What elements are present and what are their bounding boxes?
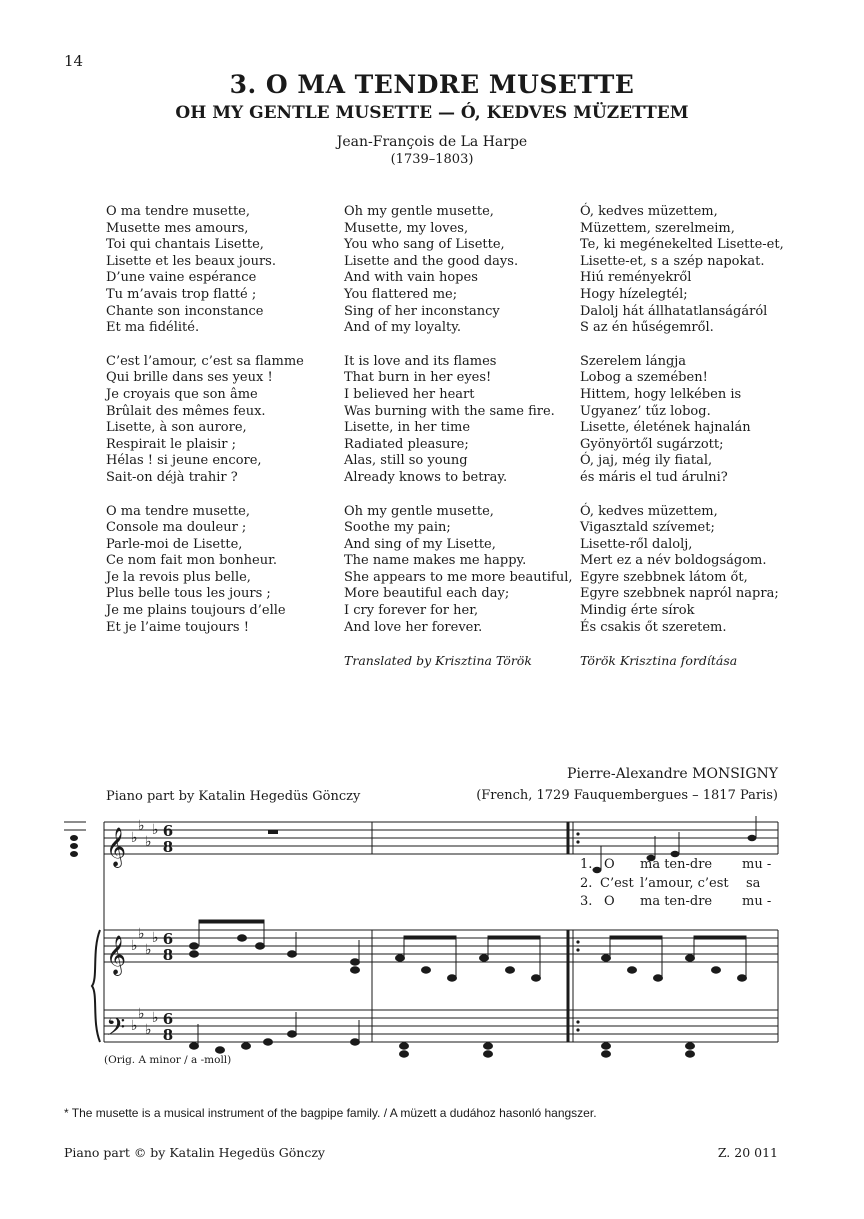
svg-text:8: 8 bbox=[162, 946, 174, 964]
lyricist-name: Jean-François de La Harpe bbox=[336, 134, 528, 150]
lyric-line: And of my loyalty. bbox=[344, 320, 461, 336]
piano-treble-staff bbox=[104, 930, 778, 962]
lyric-line: Ó, jaj, még ily fiatal, bbox=[580, 453, 713, 469]
svg-text:6: 6 bbox=[162, 930, 174, 948]
voice-staff bbox=[104, 822, 778, 854]
lyric-line: O ma tendre musette, bbox=[106, 204, 250, 219]
song-title: 3. O MA TENDRE MUSETTE bbox=[229, 70, 635, 99]
copyright-footer: Piano part © by Katalin Hegedüs Gönczy bbox=[64, 1145, 325, 1160]
lyric-line: Et je l’aime toujours ! bbox=[106, 619, 249, 635]
footnote: * The musette is a musical instrument of the bagpipe family. / A müzett a dudához hasonló hangszer. bbox=[64, 1106, 597, 1120]
lyric-line: Lisette, à son aurore, bbox=[106, 420, 247, 436]
lyric-line: Parle-moi de Lisette, bbox=[106, 536, 243, 552]
key-signature bbox=[131, 818, 159, 1038]
svg-text:♭: ♭ bbox=[145, 834, 152, 850]
lyric-line: Lisette, életének hajnalán bbox=[580, 420, 751, 436]
lyric-line: Soothe my pain; bbox=[344, 520, 451, 536]
lyric-line: Alas, still so young bbox=[344, 453, 468, 469]
lyric-line: Lobog a szemében! bbox=[580, 370, 708, 386]
svg-text:♭: ♭ bbox=[138, 818, 145, 834]
lyric-line: Mert ez a név boldogságom. bbox=[580, 553, 767, 569]
lyric-line: And with vain hopes bbox=[344, 270, 478, 286]
lyric-line: I believed her heart bbox=[344, 386, 475, 402]
whole-rest bbox=[268, 830, 278, 834]
lyric-line: és máris el tud árulni? bbox=[580, 469, 728, 485]
treble-clef-icon: 𝄞 bbox=[106, 935, 127, 975]
verse-3-number: 3. bbox=[580, 894, 593, 909]
lyric-line: Lisette, in her time bbox=[344, 420, 471, 436]
piano-bass-staff bbox=[104, 1010, 778, 1042]
svg-text:6: 6 bbox=[162, 1010, 174, 1028]
piano-bass-notes bbox=[190, 1012, 695, 1057]
lyric-line: Je croyais que son âme bbox=[106, 386, 258, 402]
lyric-line: And love her forever. bbox=[344, 619, 483, 635]
svg-text:6: 6 bbox=[162, 822, 174, 840]
piano-brace bbox=[92, 930, 100, 1042]
lyric-line: It is love and its flames bbox=[344, 353, 497, 369]
lyric-line: Radiated pleasure; bbox=[344, 436, 469, 452]
repeat-start-barline bbox=[568, 822, 573, 1042]
lyric-line: Lisette-et, s a szép napokat. bbox=[580, 253, 765, 269]
lyric-line: Egyre szebbnek napról napra; bbox=[580, 586, 779, 602]
lyric-line: Hélas ! si jeune encore, bbox=[106, 453, 262, 469]
svg-text:♭: ♭ bbox=[138, 926, 145, 942]
lyric-line: Qui brille dans ses yeux ! bbox=[106, 370, 273, 386]
lyric-line: Ugyanez’ tűz lobog. bbox=[580, 403, 711, 419]
lyric-line: Sait-on déjà trahir ? bbox=[106, 469, 238, 485]
hungarian-translator-credit: Török Krisztina fordítása bbox=[580, 653, 738, 668]
lyric-line: Gyönyörtől sugárzott; bbox=[580, 436, 724, 452]
lyric-line: You who sang of Lisette, bbox=[344, 237, 505, 253]
lyric-line: That burn in her eyes! bbox=[344, 370, 492, 386]
svg-text:♭: ♭ bbox=[131, 938, 138, 954]
verse-2-syllable: C’est bbox=[600, 876, 634, 891]
bass-clef-icon: 𝄢 bbox=[106, 1013, 126, 1048]
lyricist-dates: (1739–1803) bbox=[390, 152, 474, 167]
svg-text:8: 8 bbox=[162, 838, 174, 856]
svg-text:♭: ♭ bbox=[152, 930, 159, 946]
lyric-line: Müzettem, szerelmeim, bbox=[580, 220, 735, 236]
lyric-line: Te, ki megénekelted Lisette-et, bbox=[580, 237, 784, 253]
lyric-line: Sing of her inconstancy bbox=[344, 303, 500, 319]
svg-text:♭: ♭ bbox=[152, 822, 159, 838]
lyric-line: Oh my gentle musette, bbox=[344, 204, 494, 219]
original-key-note: (Orig. A minor / a -moll) bbox=[104, 1054, 232, 1066]
svg-text:♭: ♭ bbox=[131, 1018, 138, 1034]
lyric-line: Plus belle tous les jours ; bbox=[106, 586, 271, 602]
lyric-line: Respirait le plaisir ; bbox=[106, 436, 237, 452]
lyric-line: Hiú reményekről bbox=[580, 270, 692, 286]
verse-1-number: 1. bbox=[580, 857, 593, 872]
svg-text:8: 8 bbox=[162, 1026, 174, 1044]
lyric-line: She appears to me more beautiful, bbox=[344, 569, 573, 585]
lyric-line: Ce nom fait mon bonheur. bbox=[106, 553, 278, 569]
lyric-line: More beautiful each day; bbox=[344, 586, 510, 602]
lyric-line: Musette, my loves, bbox=[344, 220, 469, 236]
time-signature bbox=[163, 822, 173, 1044]
verse-1-syllable: ma ten-dre bbox=[640, 857, 713, 872]
lyric-line: Dalolj hát állhatatlanságáról bbox=[580, 303, 768, 319]
page-number: 14 bbox=[64, 52, 84, 70]
composer-origin: (French, 1729 Fauquembergues – 1817 Paris) bbox=[476, 788, 778, 803]
lyric-line: Musette mes amours, bbox=[106, 220, 249, 236]
lyric-line: Hogy hízelegtél; bbox=[580, 286, 688, 302]
lyric-line: Je me plains toujours d’elle bbox=[106, 603, 286, 619]
lyric-line: Hittem, hogy lelkében is bbox=[580, 386, 742, 402]
verse-2-syllable: sa bbox=[746, 876, 761, 891]
svg-text:♭: ♭ bbox=[131, 830, 138, 846]
svg-text:♭: ♭ bbox=[152, 1010, 159, 1026]
lyric-line: Ó, kedves müzettem, bbox=[580, 503, 718, 519]
lyric-line: You flattered me; bbox=[344, 286, 458, 302]
composer-name: Pierre-Alexandre MONSIGNY bbox=[567, 766, 778, 782]
verse-2-syllable: l’amour, c’est bbox=[640, 876, 729, 891]
lyric-line: The name makes me happy. bbox=[344, 553, 527, 569]
lyric-line: C’est l’amour, c’est sa flamme bbox=[106, 353, 304, 369]
verse-2-number: 2. bbox=[580, 876, 593, 891]
english-translator-credit: Translated by Krisztina Török bbox=[344, 653, 532, 668]
lyric-line: Was burning with the same fire. bbox=[344, 403, 555, 419]
lyric-line: Et ma fidélité. bbox=[106, 320, 200, 336]
lyric-line: Mindig érte sírok bbox=[580, 603, 695, 619]
lyric-line: Egyre szebbnek látom őt, bbox=[580, 569, 748, 585]
verse-3-syllable: mu - bbox=[742, 894, 772, 909]
svg-text:♭: ♭ bbox=[145, 1022, 152, 1038]
lyric-line: Szerelem lángja bbox=[580, 353, 687, 369]
lyric-line: És csakis őt szeretem. bbox=[580, 619, 727, 635]
lyric-line: Brûlait des mêmes feux. bbox=[106, 403, 266, 419]
lyric-line: And sing of my Lisette, bbox=[344, 536, 496, 552]
lyric-line: Ó, kedves müzettem, bbox=[580, 204, 718, 219]
lyric-line: Vigasztald szívemet; bbox=[580, 520, 715, 536]
lyric-line: O ma tendre musette, bbox=[106, 503, 250, 519]
lyric-line: Toi qui chantais Lisette, bbox=[106, 237, 264, 253]
lyric-line: S az én hűségemről. bbox=[580, 320, 714, 336]
lyric-line: Lisette-ről dalolj, bbox=[580, 536, 693, 552]
lyric-line: Lisette et les beaux jours. bbox=[106, 253, 276, 269]
lyric-line: Oh my gentle musette, bbox=[344, 503, 494, 519]
verse-3-syllable: ma ten-dre bbox=[640, 894, 713, 909]
lyric-line: Already knows to betray. bbox=[344, 469, 508, 485]
incipit-chord bbox=[64, 822, 86, 857]
lyric-line: Lisette and the good days. bbox=[344, 253, 519, 269]
lyric-line: Console ma douleur ; bbox=[106, 520, 247, 536]
svg-text:♭: ♭ bbox=[138, 1006, 145, 1022]
lyric-line: D’une vaine espérance bbox=[106, 270, 257, 286]
verse-3-syllable: O bbox=[604, 894, 615, 909]
lyric-line: Je la revois plus belle, bbox=[106, 569, 251, 585]
lyric-line: Tu m’avais trop flatté ; bbox=[106, 286, 257, 302]
lyric-line: Chante son inconstance bbox=[106, 303, 264, 319]
catalog-number: Z. 20 011 bbox=[717, 1145, 778, 1160]
treble-clef-icon: 𝄞 bbox=[106, 827, 127, 867]
verse-1-syllable: O bbox=[604, 857, 615, 872]
song-subtitle: OH MY GENTLE MUSETTE — Ó, KEDVES MÜZETTEM bbox=[175, 103, 689, 123]
svg-text:♭: ♭ bbox=[145, 942, 152, 958]
piano-treble-notes bbox=[190, 920, 747, 981]
verse-1-syllable: mu - bbox=[742, 857, 772, 872]
lyric-line: I cry forever for her, bbox=[344, 603, 479, 619]
piano-arranger-credit: Piano part by Katalin Hegedüs Gönczy bbox=[106, 789, 361, 804]
